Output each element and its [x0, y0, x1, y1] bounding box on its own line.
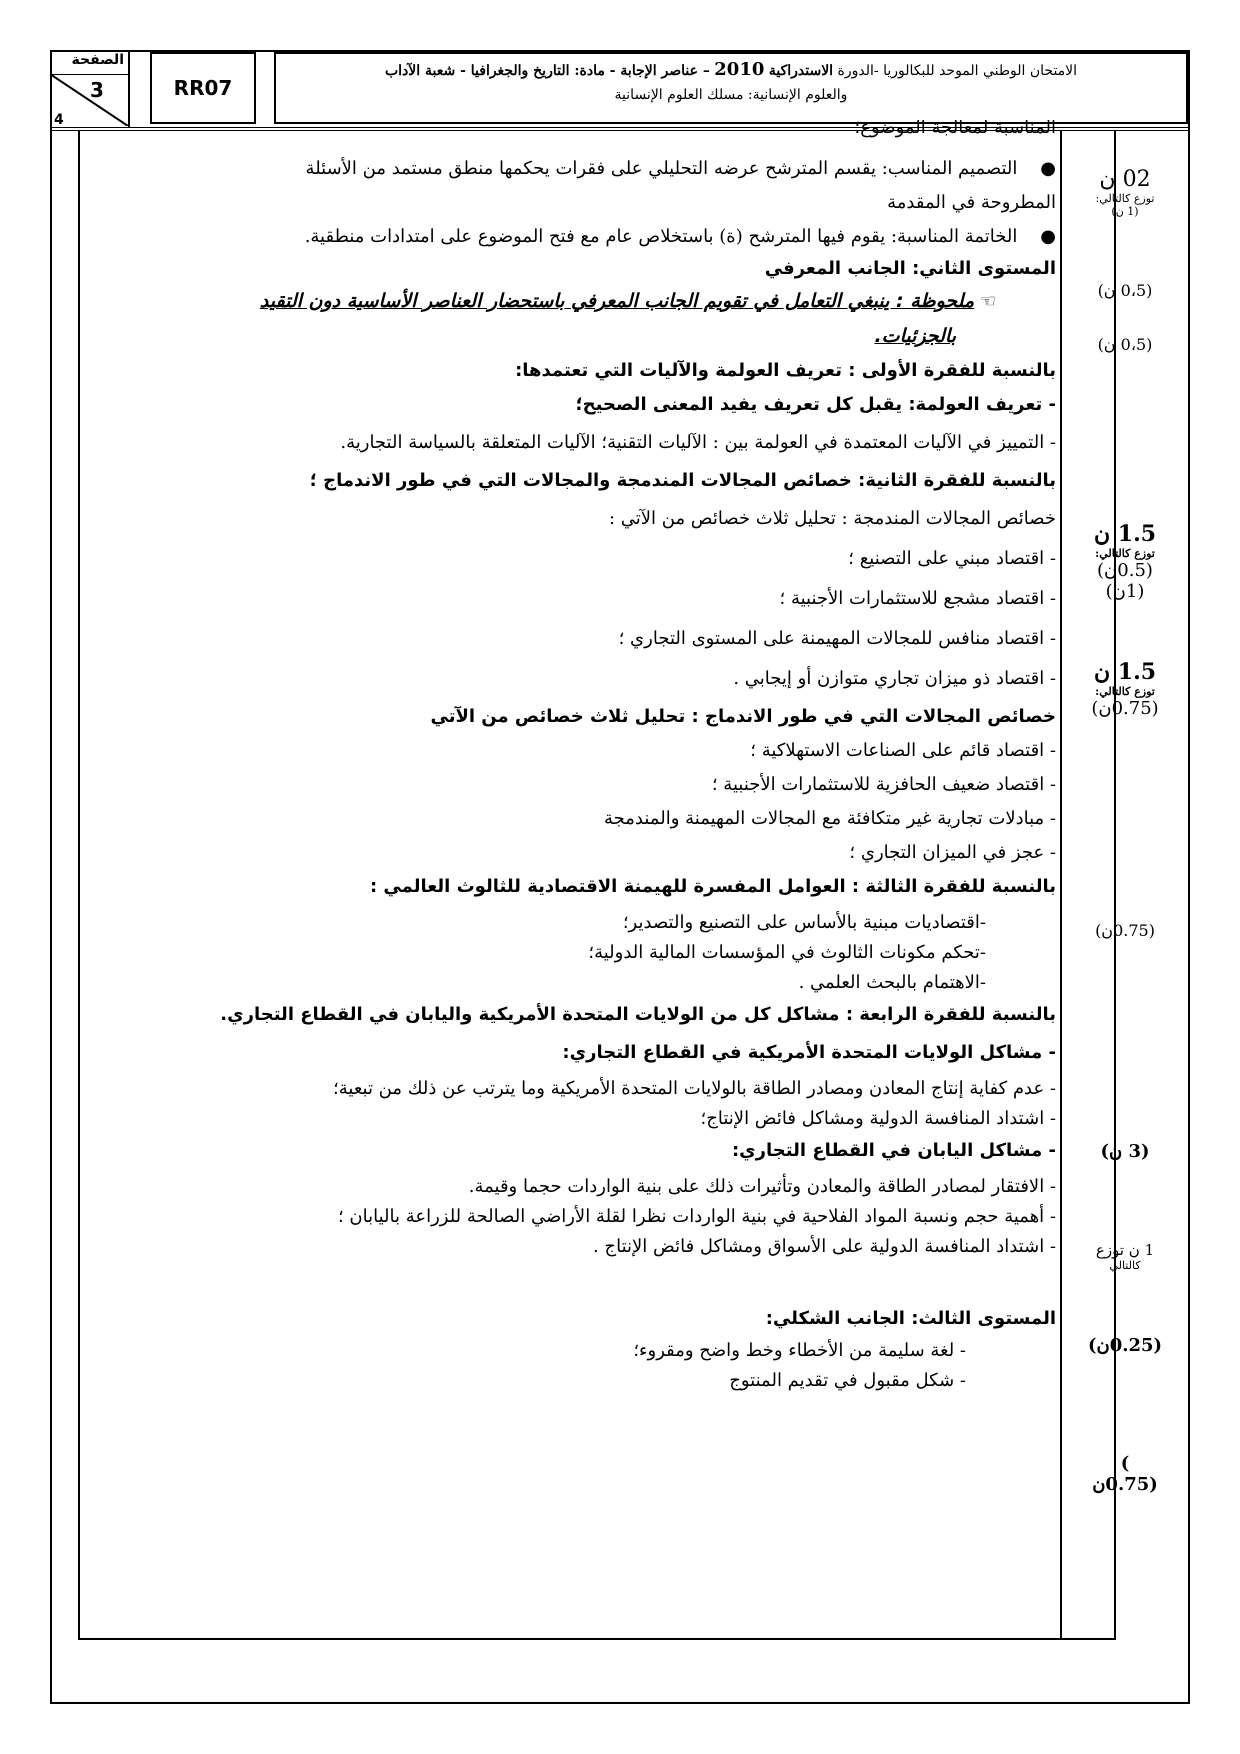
- header: [50, 50, 1190, 131]
- sub-heading: - مشاكل الولايات المتحدة الأمريكية في القطاع التجاري:: [562, 1042, 1056, 1063]
- mark-value: 02 ن: [1099, 167, 1151, 192]
- text-line: - اشتداد المنافسة الدولية على الأسواق ومشاكل فائض الإنتاج .: [593, 1236, 1056, 1257]
- paragraph-heading: بالنسبة للفقرة الأولى : تعريف العولمة والآليات التي تعتمدها:: [515, 360, 1056, 381]
- mark-distribution: كالتالي: [1109, 1259, 1141, 1272]
- mark-conclusion: (0،5 ن): [1097, 281, 1153, 300]
- text-line: الخاتمة المناسبة: يقوم فيها المترشح (ة) باستخلاص عام مع فتح الموضوع على امتدادات منطقية.: [304, 226, 1018, 247]
- text-line: -الاهتمام بالبحث العلمي .: [798, 972, 986, 993]
- text-line: المطروحة في المقدمة: [887, 192, 1056, 213]
- exam-title: [274, 52, 1188, 124]
- text-line: -اقتصاديات مبنية بالأساس على التصنيع والتصدير؛: [622, 912, 986, 933]
- pointing-hand-icon: ☜: [979, 291, 996, 312]
- mark-form-b: [1062, 1453, 1188, 1495]
- text-line: - تعريف العولمة: يقبل كل تعريف يفيد المعنى الصحيح؛: [575, 394, 1056, 415]
- text-line: - شكل مقبول في تقديم المنتوج: [729, 1370, 966, 1391]
- text-line: - اقتصاد قائم على الصناعات الاستهلاكية ؛: [750, 740, 1056, 761]
- text-line: - عجز في الميزان التجاري ؛: [849, 842, 1056, 863]
- text-line: - اقتصاد مشجع للاستثمارات الأجنبية ؛: [779, 588, 1056, 609]
- mark-japan: [1062, 1241, 1188, 1272]
- paragraph-heading: خصائص المجالات التي في طور الاندماج : تحليل ثلاث خصائص من الآتي: [430, 706, 1056, 727]
- mark-paren: ): [1120, 1453, 1130, 1474]
- text-line: المناسبة لمعالجة الموضوع؛: [854, 120, 1056, 138]
- page-total: 4: [54, 112, 64, 128]
- text-line: التصميم المناسب: يقسم المترشح عرضه التحليلي على فقرات يحكمها منطق مستمد من الأسئلة: [305, 158, 1018, 179]
- mark-paragraph-three: (0.75ن): [1095, 921, 1155, 940]
- mark-distribution: توزع كالتالي:: [1095, 192, 1155, 205]
- marks-column-divider: [1060, 131, 1062, 1640]
- answer-body: [88, 120, 1056, 1396]
- mark-intro: [1062, 167, 1188, 218]
- paragraph-heading: بالنسبة للفقرة الثالثة : العوامل المفسرة للهيمنة الاقتصادية للثالوث العالمي :: [369, 876, 1056, 897]
- title-part-c: – عناصر الإجابة - مادة: التاريخ والجغرافيا - شعبة الآداب: [384, 63, 710, 79]
- note-line: [88, 319, 1056, 354]
- bullet-line: ● التصميم المناسب: يقسم المترشح عرضه التحليلي على فقرات يحكمها منطق مستمد من الأسئلة: [305, 158, 1056, 179]
- mark-form: (0.25ن): [1087, 1335, 1163, 1356]
- mark-value: 1 ن توزع: [1095, 1241, 1155, 1259]
- paragraph-heading: بالنسبة للفقرة الثانية: خصائص المجالات المندمجة والمجالات التي في طور الاندماج ؛: [309, 470, 1056, 491]
- exam-code: RR07: [150, 52, 256, 124]
- text-line: - اقتصاد مبني على التصنيع ؛: [848, 548, 1056, 569]
- mark-sub: (1ن): [1105, 581, 1145, 602]
- text-line: - أهمية حجم ونسبة المواد الفلاحية في بنية الواردات نظرا لقلة الأراضي الصالحة للزراعة باليابان ؛: [337, 1206, 1056, 1227]
- text-line: - اشتداد المنافسة الدولية ومشاكل فائض الإنتاج؛: [700, 1108, 1056, 1129]
- mark-paragraph-two-b: [1062, 659, 1188, 719]
- mark-value: (0.75ن: [1092, 1474, 1158, 1495]
- text-line: - مبادلات تجارية غير متكافئة مع المجالات المهيمنة والمندمجة: [604, 808, 1056, 829]
- text-line: -تحكم مكونات الثالوث في المؤسسات المالية الدولية؛: [588, 942, 986, 963]
- mark-sub: (0.75ن): [1091, 698, 1159, 719]
- text-line: - لغة سليمة من الأخطاء وخط واضح ومقروء؛: [633, 1340, 966, 1361]
- note-text-end: بالجزئيات.: [874, 325, 956, 347]
- mark-sub: (0.5ن): [1097, 560, 1153, 581]
- note-line: [88, 284, 1056, 319]
- title-part-a: الامتحان الوطني الموحد للبكالوريا -الدورة: [837, 63, 1078, 79]
- title-part-b: الاستدراكية: [768, 63, 834, 79]
- text-line: خصائص المجالات المندمجة : تحليل ثلاث خصائص من الآتي :: [608, 508, 1056, 529]
- text-line: - عدم كفاية إنتاج المعادن ومصادر الطاقة بالولايات المتحدة الأمريكية وما يترتب عن ذلك من تبعية؛: [333, 1078, 1056, 1099]
- mark-sub: (1 ن): [1111, 205, 1139, 218]
- text-line: - التمييز في الآليات المعتمدة في العولمة بين : الآليات التقنية؛ الآليات المتعلقة بالسياسة التجارية.: [340, 432, 1056, 453]
- section-heading: المستوى الثاني: الجانب المعرفي: [764, 258, 1056, 279]
- mark-paragraph-two: [1062, 521, 1188, 602]
- bullet-line: ● الخاتمة المناسبة: يقوم فيها المترشح (ة) باستخلاص عام مع فتح الموضوع على امتدادات منطقية.: [304, 226, 1056, 247]
- mark-distribution: توزع كالتالي:: [1095, 547, 1155, 560]
- text-line: - الافتقار لمصادر الطاقة والمعادن وتأثيرات ذلك على بنية الواردات حجما وقيمة.: [468, 1176, 1056, 1197]
- text-line: - اقتصاد منافس للمجالات المهيمنة على المستوى التجاري ؛: [618, 628, 1056, 649]
- text-line: - اقتصاد ضعيف الحافزية للاستثمارات الأجنبية ؛: [711, 774, 1056, 795]
- title-year: 2010: [714, 59, 765, 80]
- mark-distribution: توزع كالتالي:: [1095, 685, 1155, 698]
- page-current: 3: [90, 78, 104, 102]
- mark-paragraph-four: (3 ن): [1100, 1141, 1150, 1162]
- mark-value: 1.5 ن: [1093, 521, 1157, 547]
- mark-value: 1.5 ن: [1093, 659, 1157, 685]
- text-line: - اقتصاد ذو ميزان تجاري متوازن أو إيجابي .: [733, 668, 1056, 689]
- sub-heading: - مشاكل اليابان في القطاع التجاري:: [731, 1140, 1056, 1161]
- note-text: ملحوظة : ينبغي التعامل في تقويم الجانب المعرفي باستحضار العناصر الأساسية دون التقيد: [259, 290, 975, 312]
- section-heading: المستوى الثالث: الجانب الشكلي:: [765, 1308, 1056, 1329]
- page-label: الصفحة: [71, 52, 124, 68]
- paragraph-heading: بالنسبة للفقرة الرابعة : مشاكل كل من الولايات المتحدة الأمريكية واليابان في القطاع التجاري.: [220, 1004, 1056, 1025]
- title-line-2: والعلوم الإنسانية: مسلك العلوم الإنسانية: [614, 87, 848, 103]
- page-number-box: [50, 50, 130, 128]
- mark-knowledge: (0،5 ن): [1097, 335, 1153, 354]
